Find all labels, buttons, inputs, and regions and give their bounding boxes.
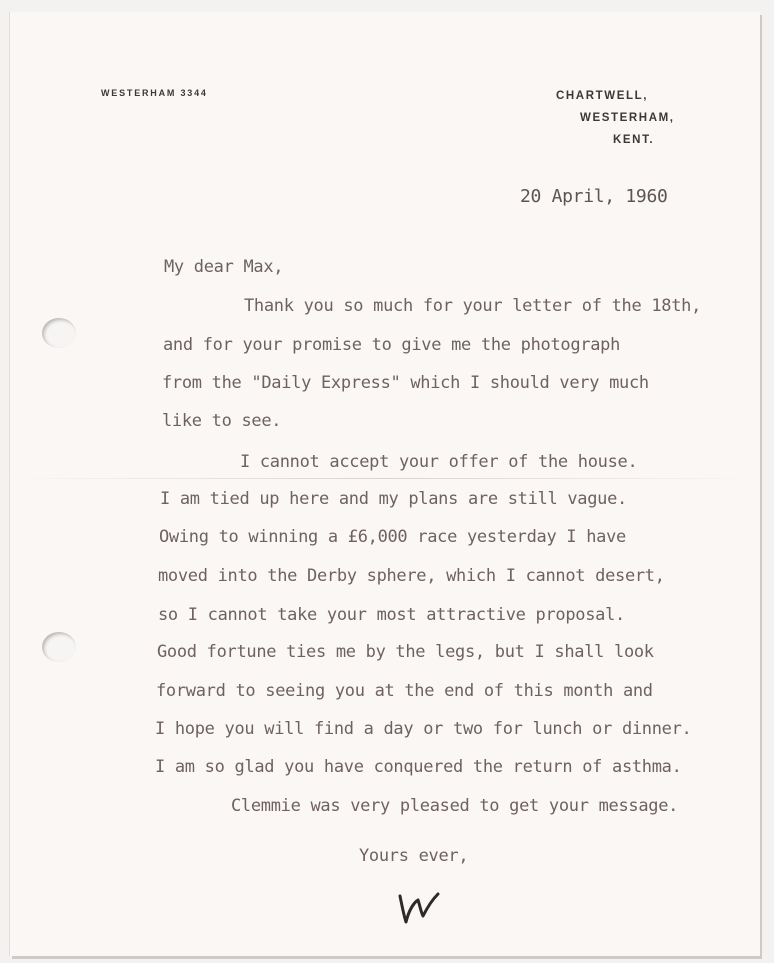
body-line: I am so glad you have conquered the return of asthma. <box>155 757 682 777</box>
letterhead-address-line: WESTERHAM, <box>580 112 675 124</box>
body-line: forward to seeing you at the end of this month and <box>156 681 653 701</box>
body-line: I cannot accept your offer of the house. <box>240 452 638 472</box>
body-line: Owing to winning a £6,000 race yesterday I have <box>159 527 626 547</box>
salutation: My dear Max, <box>164 257 284 277</box>
letterhead-address-line: CHARTWELL, <box>556 90 649 102</box>
letter-date: 20 April, 1960 <box>520 186 668 207</box>
handwritten-signature <box>396 886 442 926</box>
punch-hole-bottom <box>42 632 76 662</box>
body-line: Clemmie was very pleased to get your message. <box>231 796 679 816</box>
body-line: like to see. <box>162 411 282 431</box>
body-line: moved into the Derby sphere, which I cannot desert, <box>158 566 665 586</box>
body-line: I hope you will find a day or two for lunch or dinner. <box>155 719 692 739</box>
letterhead-address-line: KENT. <box>613 134 655 146</box>
body-line: and for your promise to give me the photograph <box>163 335 621 355</box>
letterhead-telephone: WESTERHAM 3344 <box>101 88 208 98</box>
punch-hole-top <box>42 318 76 348</box>
body-line: so I cannot take your most attractive proposal. <box>158 605 625 625</box>
body-line: from the "Daily Express" which I should very much <box>162 373 649 393</box>
closing: Yours ever, <box>359 846 469 866</box>
body-line: Thank you so much for your letter of the 18th, <box>244 296 702 316</box>
fold-crease <box>10 478 760 479</box>
body-line: Good fortune ties me by the legs, but I shall look <box>157 642 654 662</box>
body-line: I am tied up here and my plans are still vague. <box>160 489 627 509</box>
